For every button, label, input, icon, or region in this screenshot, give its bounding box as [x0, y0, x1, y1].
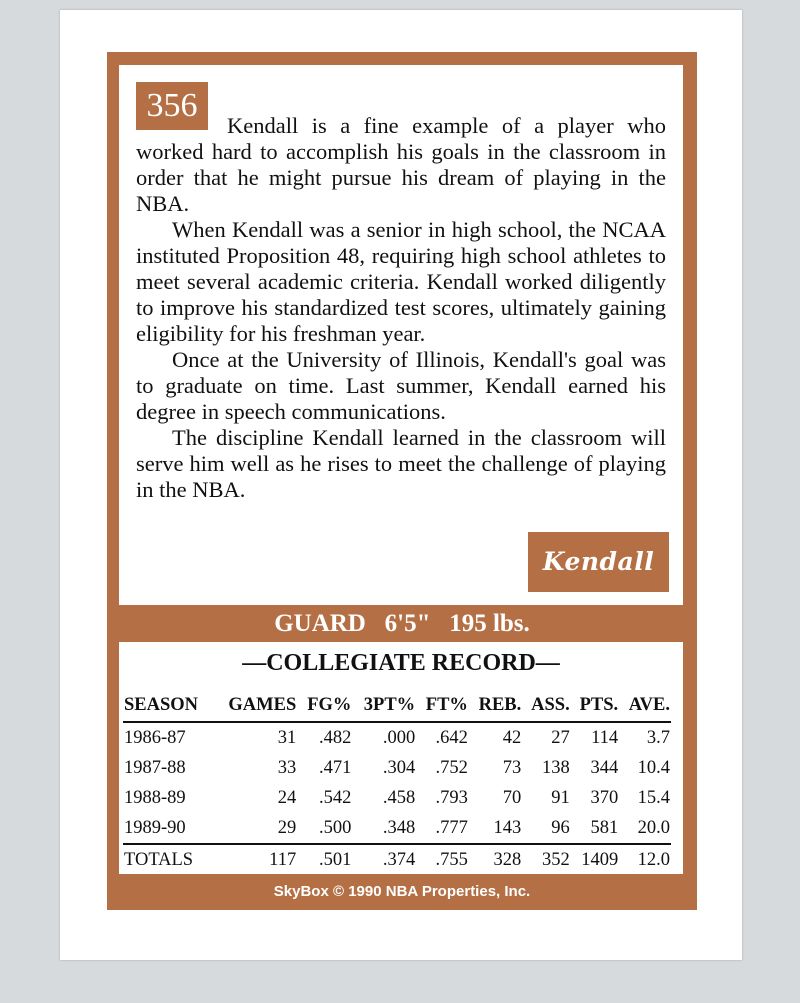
column-header: SEASON [123, 690, 214, 722]
stats-panel [119, 642, 683, 874]
table-cell: 12.0 [637, 849, 670, 870]
table-cell: 143 [469, 813, 522, 844]
table-cell: .777 [416, 813, 469, 844]
column-header: FG% [297, 690, 352, 722]
table-cell: .348 [352, 813, 416, 844]
table-cell: .542 [319, 787, 352, 808]
table-cell: 15.4 [637, 787, 670, 808]
player-height: 6'5" [384, 610, 431, 637]
table-cell: 370 [590, 787, 619, 808]
table-cell: 10.4 [637, 757, 670, 778]
bio-paragraph: The discipline Kendall learned in the classroom will serve him well as he rises to meet the challenge of playing in the NBA. [136, 425, 666, 502]
table-cell: .374 [382, 849, 416, 870]
table-row [123, 783, 671, 813]
table-cell: 96 [522, 813, 570, 844]
table-cell: 1987-88 [124, 757, 186, 778]
column-header: GAMES [214, 690, 297, 722]
collegiate-record-table [123, 690, 671, 875]
table-cell: 1409 [581, 849, 619, 870]
table-cell: 31 [277, 727, 297, 748]
totals-row [123, 844, 671, 875]
table-cell: 328 [493, 849, 522, 870]
player-position: GUARD [274, 610, 366, 637]
column-header: FT% [416, 690, 469, 722]
table-row [123, 753, 671, 783]
table-cell: .642 [435, 727, 468, 748]
table-cell: .458 [382, 787, 416, 808]
table-cell: 352 [541, 849, 570, 870]
table-cell: .304 [382, 757, 416, 778]
column-header: 3PT% [352, 690, 416, 722]
card-number: 356 [136, 82, 208, 130]
table-cell: .793 [435, 787, 468, 808]
table-cell: 114 [591, 727, 619, 748]
player-vitals [107, 605, 697, 639]
player-signature: Kendall [528, 532, 669, 592]
table-cell: 1986-87 [124, 727, 186, 748]
table-cell: .000 [382, 727, 416, 748]
table-cell: 27 [551, 727, 570, 748]
table-cell: 344 [590, 757, 619, 778]
table-row [123, 722, 671, 753]
table-cell: .755 [435, 849, 468, 870]
column-header: REB. [469, 690, 522, 722]
table-cell: 1989-90 [123, 813, 214, 844]
copyright-line: SkyBox © 1990 NBA Properties, Inc. [273, 883, 531, 900]
column-header: PTS. [571, 690, 619, 722]
table-cell: .752 [435, 757, 468, 778]
table-cell: .500 [297, 813, 352, 844]
table-cell: 117 [269, 849, 297, 870]
table-header-row [123, 690, 671, 722]
table-body [123, 722, 671, 875]
record-title: —COLLEGIATE RECORD— [242, 650, 560, 676]
column-header: ASS. [522, 690, 570, 722]
table-cell: 1988-89 [124, 787, 186, 808]
table-cell: 3.7 [646, 727, 670, 748]
table-cell: .501 [319, 849, 352, 870]
bio-paragraph: Once at the University of Illinois, Kendall's goal was to graduate on time. Last summer, Kendall earned his degree in speech communications. [136, 347, 666, 424]
table-cell: 581 [571, 813, 619, 844]
column-header: AVE. [619, 690, 671, 722]
trading-card-back [60, 10, 742, 960]
table-cell: 73 [502, 757, 522, 778]
table-cell: 24 [277, 787, 297, 808]
table-cell: 138 [541, 757, 570, 778]
bio-paragraph: Kendall is a fine example of a player who worked hard to accomplish his goals in the classroom in order that he might pursue his dream of playing in the NBA. [136, 113, 666, 216]
table-cell: 42 [502, 727, 522, 748]
table-cell: 20.0 [619, 813, 671, 844]
player-weight: 195 lbs. [449, 610, 530, 637]
bio-paragraph: When Kendall was a senior in high school, the NCAA instituted Proposition 48, requiring high school athletes to meet several academic criteria. Kendall worked diligently to improve his standardized test scores, ultimately gaining eligibility for his freshman year. [136, 217, 666, 346]
table-cell: .482 [319, 727, 352, 748]
table-cell: 91 [551, 787, 570, 808]
table-cell: .471 [319, 757, 352, 778]
card-frame [107, 52, 697, 910]
table-cell: TOTALS [124, 849, 194, 870]
table-row [123, 813, 671, 844]
bio-panel [119, 65, 683, 605]
table-cell: 29 [214, 813, 297, 844]
bio-text [136, 113, 666, 503]
table-cell: 70 [502, 787, 522, 808]
table-cell: 33 [277, 757, 297, 778]
